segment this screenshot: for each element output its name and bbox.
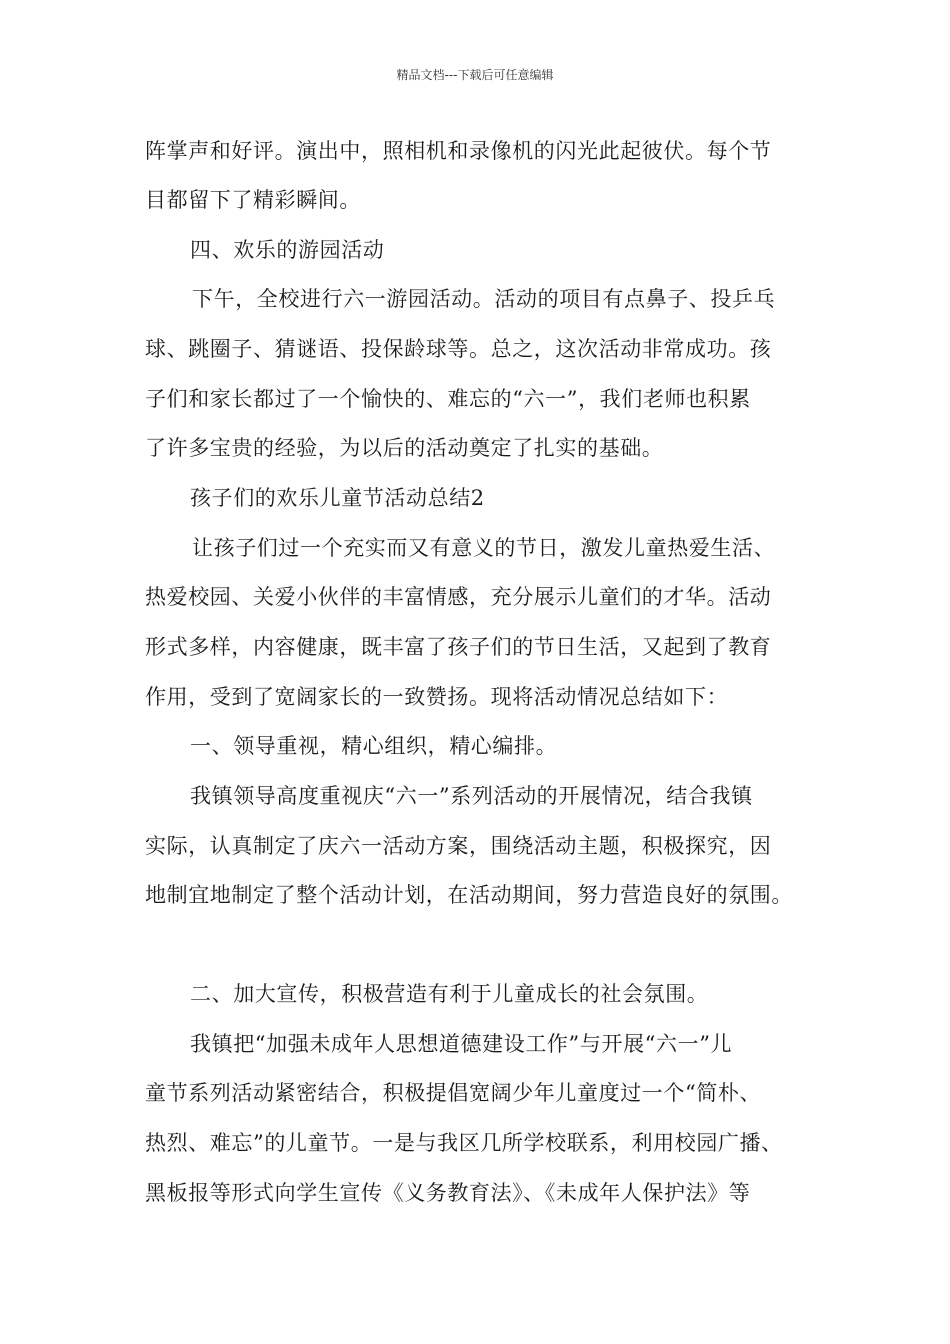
paragraph-line: 实际，认真制定了庆六一活动方案，围绕活动主题，积极探究，因 bbox=[145, 834, 772, 858]
paragraph-line: 让孩子们过一个充实而又有意义的节日，激发儿童热爱生活、 bbox=[192, 536, 776, 560]
paragraph-line: 了许多宝贵的经验，为以后的活动奠定了扎实的基础。 bbox=[145, 436, 664, 460]
paragraph-line: 童节系列活动紧密结合，积极提倡宽阔少年儿童度过一个“简朴、 bbox=[145, 1081, 762, 1105]
section-title: 孩子们的欢乐儿童节活动总结2 bbox=[190, 486, 485, 510]
paragraph-line: 阵掌声和好评。演出中，照相机和录像机的闪光此起彼伏。每个节 bbox=[145, 139, 772, 163]
paragraph-line: 黑板报等形式向学生宣传《义务教育法》、《未成年人保护法》等 bbox=[145, 1181, 751, 1205]
paragraph-line: 热烈、难忘”的儿童节。一是与我区几所学校联系，利用校园广播、 bbox=[145, 1131, 783, 1155]
paragraph-line: 地制宜地制定了整个活动计划，在活动期间，努力营造良好的氛围。 bbox=[145, 883, 793, 907]
paragraph-line: 球、跳圈子、猜谜语、投保龄球等。总之，这次活动非常成功。孩 bbox=[145, 337, 772, 361]
paragraph-line: 形式多样，内容健康，既丰富了孩子们的节日生活，又起到了教育 bbox=[145, 635, 772, 659]
section-heading: 四、欢乐的游园活动 bbox=[190, 238, 385, 262]
paragraph-line: 我镇领导高度重视庆“六一”系列活动的开展情况，结合我镇 bbox=[190, 784, 753, 808]
section-heading: 一、领导重视，精心组织，精心编排。 bbox=[190, 734, 558, 758]
section-heading: 二、加大宣传，积极营造有利于儿童成长的社会氛围。 bbox=[190, 982, 709, 1006]
paragraph-line: 我镇把“加强未成年人思想道德建设工作”与开展“六一”儿 bbox=[190, 1032, 733, 1056]
paragraph-line: 作用，受到了宽阔家长的一致赞扬。现将活动情况总结如下： bbox=[145, 685, 729, 709]
paragraph-line: 下午，全校进行六一游园活动。活动的项目有点鼻子、投乒乓 bbox=[192, 287, 776, 311]
paragraph-line: 目都留下了精彩瞬间。 bbox=[145, 188, 361, 212]
paragraph-line: 子们和家长都过了一个愉快的、难忘的“六一”，我们老师也积累 bbox=[145, 387, 751, 411]
paragraph-line: 热爱校园、关爱小伙伴的丰富情感，充分展示儿童们的才华。活动 bbox=[145, 585, 772, 609]
page-header: 精品文档---下载后可任意编辑 bbox=[396, 68, 554, 82]
